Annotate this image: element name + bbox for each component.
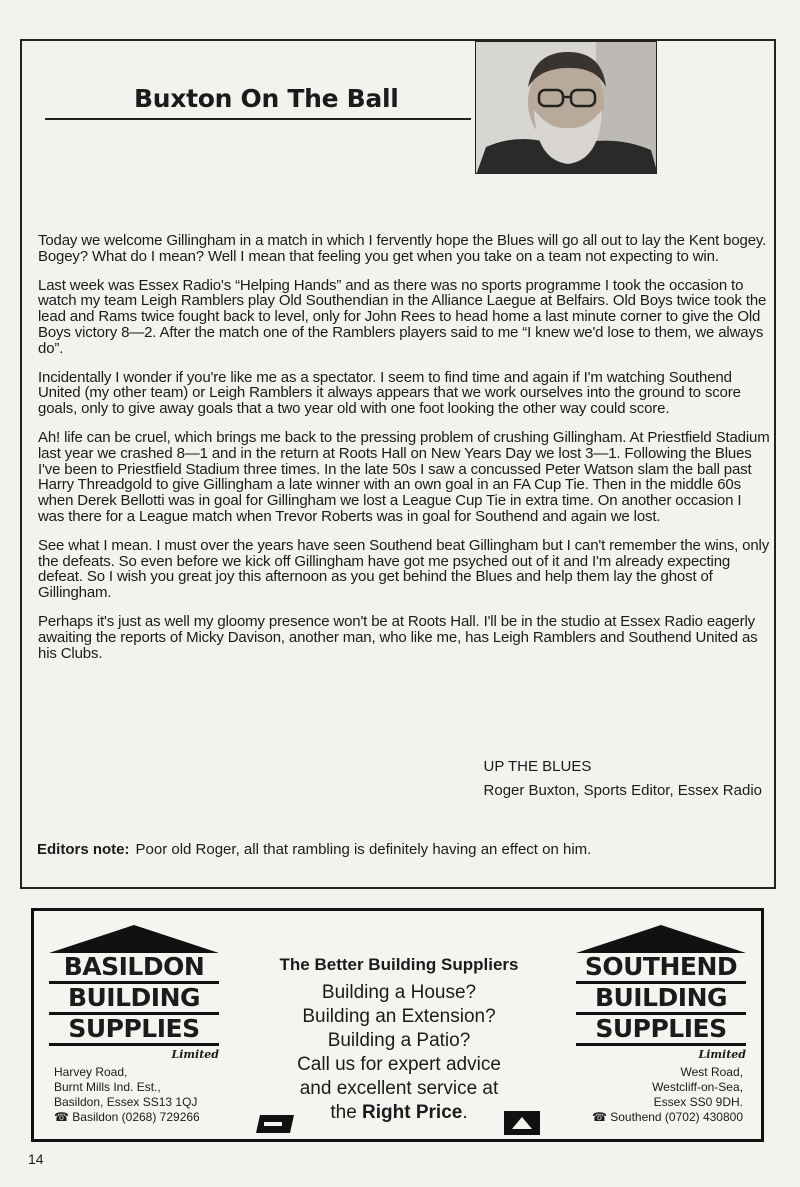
logo-line: SUPPLIES [49,1015,219,1046]
logo-line: BASILDON [49,953,219,984]
paragraph: Last week was Essex Radio's “Helping Hands” and as there was no sports programme I took the occasion to watch my team Leigh Ramblers play Old Southendian in the Alliance Laegue at Belfairs. Old Boys twice took the lead and Rams twice fought back to level, only for John Rees to head home a last minute corner to give the Old Boys victory 8—2. After the match one of the Ramblers players said to me “I knew we'd lose to them, we always do”. [38,276,767,357]
phone-line: ☎ Basildon (0268) 729266 [54,1110,200,1124]
roof-icon [49,923,219,953]
address-line: Harvey Road, [54,1065,128,1079]
page-number: 14 [28,1151,44,1167]
paragraph: Ah! life can be cruel, which brings me back to the pressing problem of crushing Gillingham. At Priestfield Stadium last year we crashed 8—1 and in the return at Roots Hall on New Years Day we lost 3—1. Following the Blues I've been to Priestfield Stadium three times. In the late 50s I saw a concussed Peter Watson slam the ball past Harry Threadgold to give Gillingham a late winner with an own goal in an FA Cup Tie. Then in the middle 60s when Derek Bellotti was in goal for Gillingham we lost a League Cup Tie in extra time. On another occasion I was there for a League match when Trevor Roberts was in goal for Southend and again we lost. [38,428,770,525]
paragraph: Perhaps it's just as well my gloomy presence won't be at Roots Hall. I'll be in the studio at Essex Radio eagerly awaiting the reports of Micky Davison, another man, who like me, has Leigh Ramblers and Southend United as his Clubs. [38,612,758,662]
basildon-logo [49,923,219,1061]
basildon-address [54,1065,200,1125]
title-rule [45,118,471,120]
logo-limited: Limited [171,1048,219,1061]
advert-copy [249,953,549,1125]
advert-line: Building a House? [321,982,477,1003]
address-line: West Road, [680,1065,743,1079]
advert-suffix: . [462,1102,468,1123]
byline: Roger Buxton, Sports Editor, Essex Radio [483,782,762,799]
article-title: Buxton On The Ball [134,84,399,113]
logo-line: SOUTHEND [576,953,746,984]
trade-logo-icon [256,1113,296,1135]
advert-headline: The Better Building Suppliers [279,955,519,974]
editor-note-text: Poor old Roger, all that rambling is definitely having an effect on him. [135,841,592,858]
author-portrait [475,41,657,174]
advert-line: Building a Patio? [327,1030,471,1051]
logo-line: SUPPLIES [576,1015,746,1046]
southend-logo [576,923,746,1061]
signoff: UP THE BLUES [483,758,592,775]
paragraph: Today we welcome Gillingham in a match in which I fervently hope the Blues will go all out to lay the Kent bogey. Bogey? What do I mean? Well I mean that feeling you get when you take on a team not expecting to win. [38,232,767,265]
address-line: Burnt Mills Ind. Est., [54,1080,161,1094]
editor-note [37,841,591,858]
advert-right-price: Right Price [362,1102,463,1123]
address-line: Essex SS0 9DH. [653,1095,743,1109]
advert-line: and excellent service at [299,1078,499,1099]
address-line: Westcliff-on-Sea, [652,1080,743,1094]
logo-limited: Limited [698,1048,746,1061]
paragraph: See what I mean. I must over the years have seen Southend beat Gillingham but I can't remember the wins, only the defeats. So even before we kick off Gillingham have got me psyched out of it and I'm already expecting defeat. So I wish you great joy this afternoon as you get behind the Blues and help them lay the ghost of Gillingham. [38,536,770,602]
advert-line: Call us for expert advice [297,1054,501,1075]
phone-line: ☎ Southend (0702) 430800 [591,1110,743,1124]
logo-line: BUILDING [49,984,219,1015]
advert-line: Building an Extension? [302,1006,496,1027]
roof-icon [576,923,746,953]
paragraph: Incidentally I wonder if you're like me as a spectator. I seem to find time and again if I'm watching Southend United (my other team) or Leigh Ramblers it always appears that we work ourselves into the ground to score goals, only to give away goals that a two year old with one foot looking the other way could score. [38,368,741,418]
address-line: Basildon, Essex SS13 1QJ [54,1095,198,1109]
advert-box [31,908,764,1142]
brand-badge-icon [504,1111,540,1135]
article-body [38,233,771,674]
signoff-block [484,755,762,803]
editor-note-label: Editors note: [37,841,130,858]
logo-line: BUILDING [576,984,746,1015]
advert-prefix: the [330,1102,357,1123]
southend-address [592,1065,743,1125]
